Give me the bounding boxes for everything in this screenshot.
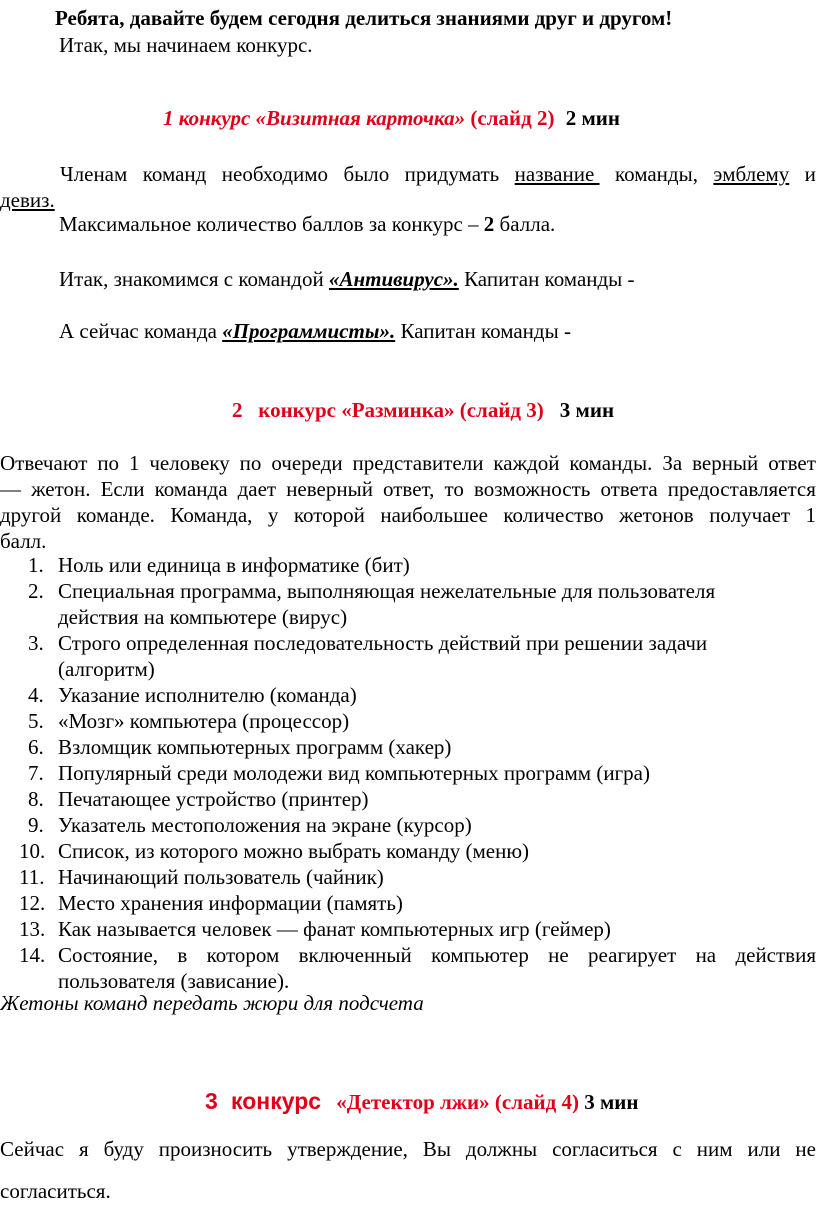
word: утверждение, (287, 1137, 408, 1161)
word: необходимо (221, 162, 329, 186)
word: у (267, 503, 279, 527)
item-text: действия на компьютере (вирус) (58, 605, 348, 629)
word: Вы (422, 1137, 451, 1161)
word: действия (735, 943, 816, 967)
contest1-title (163, 105, 620, 131)
word: жетонов (619, 503, 694, 527)
word: ответа (600, 477, 658, 501)
item-text: Указатель местоположения на экране (курсор) (58, 813, 472, 837)
item-number: 14. (19, 943, 46, 967)
word: жетон. (31, 477, 91, 501)
team2-text: А сейчас команда (59, 319, 223, 343)
word: возможность (473, 477, 591, 501)
word: предоставляется (667, 477, 816, 501)
item-number: 9. (28, 813, 44, 837)
word: неверный (286, 477, 373, 501)
list-item (0, 916, 816, 942)
list-item (0, 760, 816, 786)
item-text: Печатающее устройство (принтер) (58, 787, 369, 811)
word: я (78, 1137, 89, 1161)
word: ответ (768, 451, 816, 475)
underlined-motto: девиз. (0, 188, 55, 212)
contest1-slide: (слайд 2) (470, 106, 555, 130)
word: согласиться (552, 1137, 658, 1161)
list-item (0, 552, 816, 578)
word: Команда, (170, 503, 253, 527)
word: верный (692, 451, 759, 475)
contest3-title-red: «Детектор лжи» (слайд 4) (336, 1090, 579, 1114)
item-number: 6. (28, 735, 44, 759)
word: было (343, 162, 390, 186)
item-number: 12. (19, 891, 46, 915)
item-text: пользователя (зависание). (58, 969, 290, 993)
list-item (0, 812, 816, 838)
item-text: (алгоритм) (58, 657, 155, 681)
contest2-paragraph-line1 (0, 450, 816, 476)
word: каждой (493, 451, 560, 475)
item-text: Список, из которого можно выбрать команду (меню) (58, 839, 530, 863)
word: команды. (569, 451, 653, 475)
list-item (0, 734, 816, 760)
item-number: 4. (28, 683, 44, 707)
item-text: Как называется человек — фанат компьютерных игр (геймер) (58, 917, 611, 941)
word: очереди (271, 451, 343, 475)
team1-name: «Антивирус». (328, 267, 459, 291)
item-number: 3. (28, 631, 44, 655)
underlined-emblem: эмблему (713, 162, 790, 186)
word: ним (696, 1137, 733, 1161)
item-text: Указание исполнителю (команда) (58, 683, 357, 707)
list-item (0, 942, 816, 994)
team1-captain: Капитан команды - (458, 267, 635, 291)
item-text: «Мозг» компьютера (процессор) (58, 709, 350, 733)
contest2-title (232, 397, 614, 423)
word: то (444, 477, 464, 501)
item-text: Популярный среди молодежи вид компьютерных программ (игра) (58, 761, 650, 785)
word: получает (709, 503, 791, 527)
item-text: Начинающий пользователь (чайник) (58, 865, 384, 889)
intro-heading: Ребята, давайте будем сегодня делиться знаниями друг и другом! (55, 6, 673, 30)
item-text: Специальная программа, выполняющая нежелательные для пользователя (58, 579, 716, 603)
contest1-time: 2 мин (565, 106, 620, 130)
word: команд (142, 162, 207, 186)
word: дает (237, 477, 277, 501)
item-number: 10. (19, 839, 46, 863)
team2-name: «Программисты». (222, 319, 396, 343)
word: 1 (805, 503, 816, 527)
contest2-paragraph-line3 (0, 502, 816, 528)
word: — (0, 477, 21, 501)
contest1-paragraph-line1 (60, 161, 816, 187)
team2-captain: Капитан команды - (395, 319, 571, 343)
contest2-title-red: 2 конкурс «Разминка» (слайд 3) (232, 398, 544, 422)
word: наибольшее (380, 503, 488, 527)
word: ответ, (383, 477, 435, 501)
word: команды, (614, 162, 698, 186)
word: не (795, 1137, 816, 1161)
word: команде. (76, 503, 155, 527)
question-list (0, 552, 816, 994)
word: Членам (60, 162, 128, 186)
word: компьютер (431, 943, 529, 967)
max-score-line (59, 211, 555, 237)
contest3-paragraph-line1 (0, 1136, 816, 1162)
word: представители (352, 451, 484, 475)
contest3-title (205, 1088, 638, 1115)
contest2-note: Жетоны команд передать жюри для подсчета (0, 991, 424, 1015)
word: которой (293, 503, 365, 527)
list-item (0, 838, 816, 864)
word: Если (100, 477, 145, 501)
word: по (97, 451, 120, 475)
item-text: Ноль или единица в информатике (бит) (58, 553, 410, 577)
item-number: 1. (28, 553, 44, 577)
list-item (0, 786, 816, 812)
list-item (0, 630, 816, 682)
list-item (0, 890, 816, 916)
item-number: 2. (28, 579, 44, 603)
item-number: 13. (19, 917, 46, 941)
word: придумать (404, 162, 500, 186)
word: количество (503, 503, 604, 527)
contest1-title-red: 1 конкурс «Визитная карточка» (163, 106, 466, 130)
intro-subheading: Итак, мы начинаем конкурс. (59, 33, 313, 57)
word: человеку (149, 451, 230, 475)
item-text-justified (58, 942, 816, 968)
list-item (0, 682, 816, 708)
contest3-time: 3 мин (584, 1090, 639, 1114)
word: по (239, 451, 262, 475)
word: или (747, 1137, 781, 1161)
word: на (695, 943, 717, 967)
word: буду (103, 1137, 144, 1161)
word: в (177, 943, 188, 967)
contest3-paragraph-line2: согласиться. (0, 1179, 111, 1203)
contest2-paragraph-line2 (0, 476, 816, 502)
word: включенный (298, 943, 412, 967)
word: Отвечают (0, 451, 88, 475)
team2-line (59, 318, 571, 344)
max-score-number: 2 (483, 212, 495, 236)
word: не (548, 943, 569, 967)
contest2-paragraph-line4: балл. (0, 529, 47, 553)
word: котором (206, 943, 280, 967)
item-text: Место хранения информации (память) (58, 891, 403, 915)
list-item (0, 864, 816, 890)
contest2-time: 3 мин (559, 398, 615, 422)
word: Сейчас (0, 1137, 65, 1161)
list-item (0, 578, 816, 630)
word: 1 (128, 451, 140, 475)
word: произносить (158, 1137, 273, 1161)
item-number: 5. (28, 709, 44, 733)
max-score-unit: балла. (494, 212, 556, 236)
team1-text: Итак, знакомимся с командой (59, 267, 329, 291)
item-number: 11. (19, 865, 45, 889)
team1-line (59, 266, 635, 292)
word: реагирует (588, 943, 677, 967)
contest3-word: конкурс (231, 1088, 322, 1114)
item-text: Взломщик компьютерных программ (хакер) (58, 735, 452, 759)
item-number: 7. (28, 761, 44, 785)
max-score-text: Максимальное количество баллов за конкурс – (59, 212, 484, 236)
word: За (662, 451, 683, 475)
word: Состояние, (58, 943, 159, 967)
word: должны (465, 1137, 538, 1161)
item-number: 8. (28, 787, 44, 811)
word: и (804, 162, 816, 186)
word: другой (0, 503, 62, 527)
list-item (0, 708, 816, 734)
word: команда (154, 477, 228, 501)
contest3-number: 3 (205, 1088, 218, 1114)
word: с (672, 1137, 682, 1161)
underlined-name: название (514, 162, 600, 186)
item-text: Строго определенная последовательность действий при решении задачи (58, 631, 708, 655)
